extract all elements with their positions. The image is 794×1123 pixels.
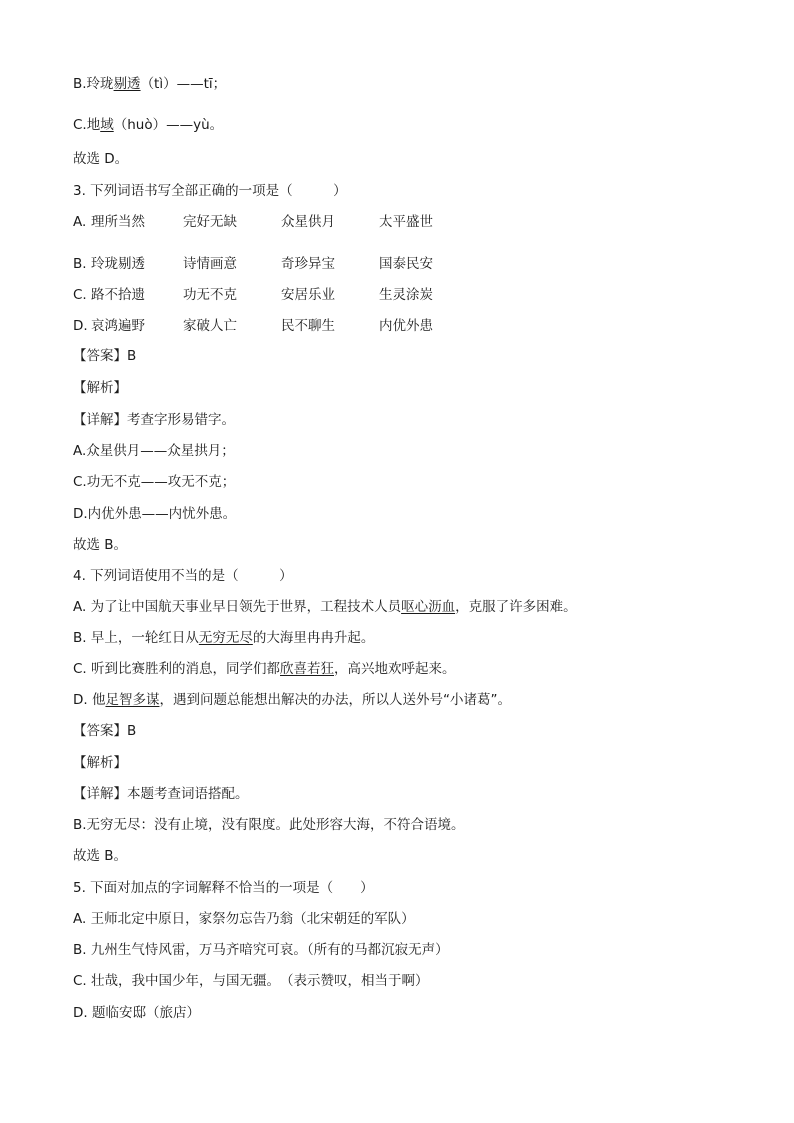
q3-analysis-heading: 【解析】 [73, 380, 127, 396]
q4-c-underlined-word: 欣喜若狂 [280, 661, 335, 677]
q3-row-a-word-3: 众星供月 [281, 214, 335, 230]
q3-row-d-word-4: 内优外患 [379, 318, 433, 334]
q3-note-2: C.功无不克——攻无不克； [73, 474, 236, 490]
q4-c-before: C. 听到比赛胜利的消息，同学们都 [73, 661, 281, 677]
prev-c-prefix: C.地 [73, 117, 101, 133]
q3-row-b-word-3: 奇珍异宝 [281, 256, 335, 272]
q3-row-c-label: C. [73, 287, 87, 303]
prev-c-underlined-word: 域 [100, 117, 114, 133]
q3-row-c-word-3: 安居乐业 [281, 287, 335, 303]
q4-b-underlined-word: 无穷无尽 [198, 630, 253, 646]
q3-conclusion: 故选 B。 [73, 537, 128, 553]
q4-option-c [73, 660, 456, 678]
q4-d-after: ，遇到问题总能想出解决的办法，所以人送外号“小诸葛”。 [159, 692, 511, 708]
q3-answer: 【答案】B [73, 348, 137, 364]
q3-row-d-word-2: 家破人亡 [183, 318, 237, 334]
q5-option-b: B. 九州生气恃风雷，万马齐喑究可哀。（所有的马都沉寂无声） [73, 942, 449, 958]
q5-option-a: A. 王师北定中原日，家祭勿忘告乃翁（北宋朝廷的军队） [73, 911, 415, 927]
prev-conclusion: 故选 D。 [73, 151, 129, 167]
q3-row-b-word-2: 诗情画意 [183, 256, 237, 272]
q4-d-underlined-word: 足智多谋 [105, 692, 160, 708]
q3-row-d-word-3: 民不聊生 [281, 318, 335, 334]
prev-c-rest: （huò）——yù。 [113, 117, 224, 133]
q4-a-underlined-word: 呕心沥血 [401, 599, 456, 615]
prev-option-c [73, 116, 223, 134]
q5-stem: 5. 下面对加点的字词解释不恰当的一项是（ ） [73, 880, 374, 896]
q3-note-1: A.众星供月——众星拱月； [73, 443, 235, 459]
q4-option-d [73, 691, 511, 709]
prev-b-rest: （tì）——tī； [140, 76, 227, 92]
q3-row-b-word-4: 国泰民安 [379, 256, 433, 272]
q4-b-before: B. 早上，一轮红日从 [73, 630, 199, 646]
q3-row-d-word-1: 哀鸿遍野 [91, 318, 145, 334]
q4-a-before: A. 为了让中国航天事业早日领先于世界，工程技术人员 [73, 599, 402, 615]
q3-row-a-label: A. [73, 214, 87, 230]
q4-a-after: ，克服了许多困难。 [455, 599, 577, 615]
q3-row-b-label: B. [73, 256, 87, 272]
q3-row-c-word-2: 功无不克 [183, 287, 237, 303]
prev-b-prefix: B.玲珑 [73, 76, 114, 92]
q3-row-c-word-1: 路不拾遗 [91, 287, 145, 303]
q4-detail: 【详解】本题考查词语搭配。 [73, 786, 249, 802]
q3-row-a-word-1: 理所当然 [91, 214, 145, 230]
q3-row-b-word-1: 玲珑剔透 [91, 256, 145, 272]
prev-option-b [73, 75, 226, 93]
q3-row-a-word-4: 太平盛世 [379, 214, 433, 230]
prev-b-underlined-word: 剔透 [113, 76, 141, 92]
q3-row-d-label: D. [73, 318, 88, 334]
q4-stem: 4. 下列词语使用不当的是（ ） [73, 568, 293, 584]
q3-stem: 3. 下列词语书写全部正确的一项是（ ） [73, 183, 347, 199]
q3-detail: 【详解】考查字形易错字。 [73, 412, 235, 428]
q5-option-d: D. 题临安邸（旅店） [73, 1005, 200, 1021]
q5-option-c: C. 壮哉，我中国少年，与国无疆。 （表示赞叹，相当于啊） [73, 973, 429, 989]
q4-answer: 【答案】B [73, 723, 137, 739]
q4-conclusion: 故选 B。 [73, 848, 128, 864]
q3-row-a-word-2: 完好无缺 [183, 214, 237, 230]
q4-b-after: 的大海里冉冉升起。 [252, 630, 375, 646]
q4-option-a [73, 598, 577, 616]
q4-option-b [73, 629, 374, 647]
q3-row-c-word-4: 生灵涂炭 [379, 287, 433, 303]
q4-d-before: D. 他 [73, 692, 106, 708]
q4-analysis-heading: 【解析】 [73, 755, 127, 771]
q3-note-3: D.内优外患——内忧外患。 [73, 506, 237, 522]
q4-c-after: ，高兴地欢呼起来。 [334, 661, 456, 677]
q4-note: B.无穷无尽：没有止境，没有限度。此处形容大海，不符合语境。 [73, 817, 465, 833]
